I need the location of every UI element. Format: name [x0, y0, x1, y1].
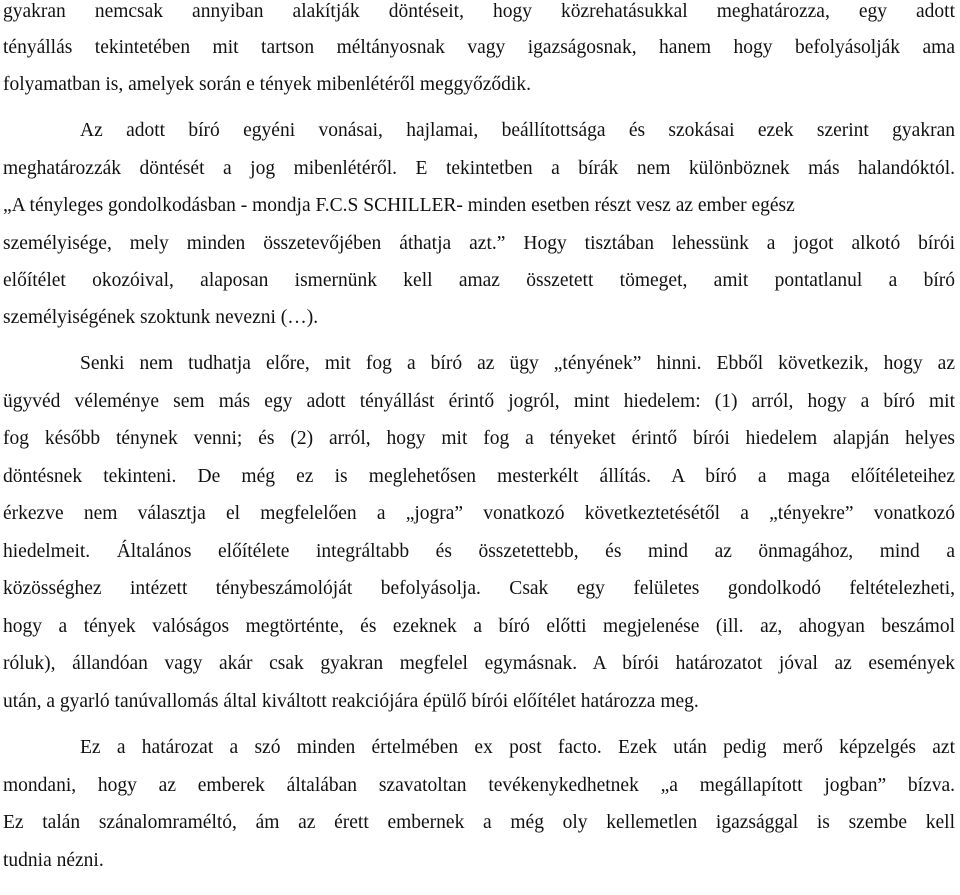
- paragraph-first-line: Az adott bíró egyéni vonásai, hajlamai, beállítottsága és szokásai ezek szerint gyakran: [80, 120, 955, 141]
- paragraph-first-line: Senki nem tudhatja előre, mit fog a bíró az ügy „tényének” hinni. Ebből következik, hogy az: [80, 353, 955, 374]
- document-page: [3, 0, 955, 895]
- text-line: előítélet okozóival, alaposan ismernünk kell amaz összetett tömeget, amit pontatlanul a bíró: [3, 270, 955, 291]
- text-line: hiedelmeit. Általános előítélete integráltabb és összetettebb, és mind az önmagához, mind a: [3, 541, 955, 562]
- text-line: érkezve nem választja el megfelelően a „jogra” vonatkozó következtetésétől a „tényekre” vonatkozó: [3, 503, 955, 524]
- text-line: tényállás tekintetében mit tartson méltányosnak vagy igazságosnak, hanem hogy befolyásolják ama: [3, 37, 955, 58]
- text-line: után, a gyarló tanúvallomás által kiváltott reakciójára épülő bírói előítélet határozza meg.: [3, 691, 699, 712]
- text-line: mondani, hogy az emberek általában szavatoltan tevékenykedhetnek „a megállapított jogban” bízva.: [3, 775, 955, 796]
- text-line: tudnia nézni.: [3, 850, 104, 871]
- text-line: róluk), állandóan vagy akár csak gyakran megfelel egymásnak. A bírói határozatot jóval az események: [3, 653, 955, 674]
- text-line: döntésnek tekinteni. De még ez is meglehetősen mesterkélt állítás. A bíró a maga előítéleteihez: [3, 466, 955, 487]
- text-line: hogy a tények valóságos megtörténte, és ezeknek a bíró előtti megjelenése (ill. az, ahogyan beszámol: [3, 616, 955, 637]
- text-line: személyisége, mely minden összetevőjében áthatja azt.” Hogy tisztában lehessünk a jogot alkotó bírói: [3, 233, 955, 254]
- text-line: gyakran nemcsak annyiban alakítják döntéseit, hogy közrehatásukkal meghatározza, egy adott: [3, 1, 955, 22]
- quotation-line: „A tényleges gondolkodásban - mondja F.C.S SCHILLER- minden esetben részt vesz az ember egész: [3, 195, 795, 216]
- text-line: fog később ténynek venni; és (2) arról, hogy mit fog a tényeket érintő bírói hiedelem alapján helyes: [3, 428, 955, 449]
- paragraph-first-line: Ez a határozat a szó minden értelmében ex post facto. Ezek után pedig merő képzelgés azt: [80, 737, 955, 758]
- text-line: ügyvéd véleménye sem más egy adott tényállást érintő jogról, mint hiedelem: (1) arról, hogy a bíró mit: [3, 391, 955, 412]
- text-line: meghatározzák döntését a jog mibenlétéről. E tekintetben a bírák nem különböznek más halandóktól.: [3, 158, 955, 179]
- text-line: folyamatban is, amelyek során e tények mibenlétéről meggyőződik.: [3, 74, 531, 95]
- text-line: közösséghez intézett ténybeszámolóját befolyásolja. Csak egy felületes gondolkodó feltételezheti,: [3, 578, 955, 599]
- text-line: személyiségének szoktunk nevezni (…).: [3, 307, 319, 328]
- text-line: Ez talán szánalomraméltó, ám az érett embernek a még oly kellemetlen igazsággal is szembe kell: [3, 812, 955, 833]
